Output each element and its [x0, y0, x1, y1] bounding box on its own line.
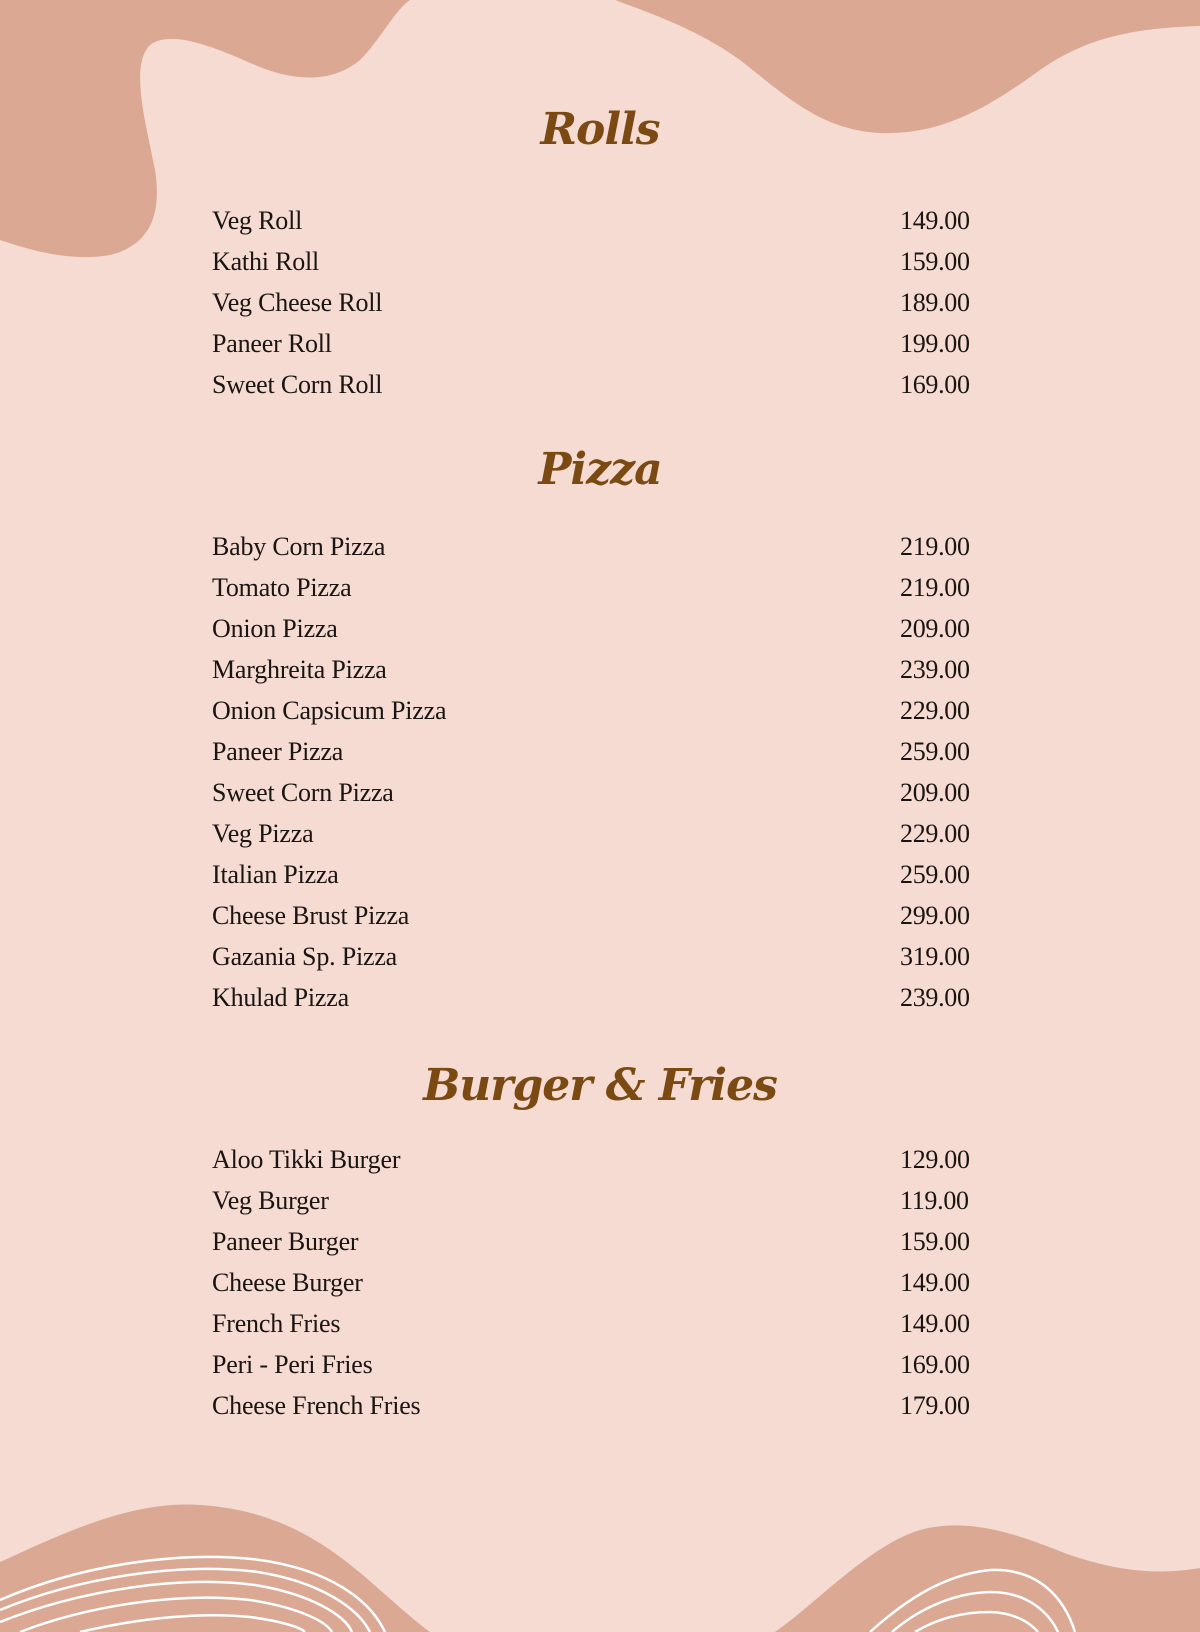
menu-item: [212, 981, 992, 1015]
item-price: 209.00: [900, 614, 970, 643]
item-price: 259.00: [900, 737, 970, 766]
item-name: Onion Capsicum Pizza: [212, 696, 447, 725]
menu-item: [212, 612, 992, 646]
item-name: Veg Pizza: [212, 819, 314, 848]
item-price: 319.00: [900, 942, 970, 971]
item-name: Kathi Roll: [212, 247, 320, 276]
menu-item: [212, 817, 992, 851]
item-name: Italian Pizza: [212, 860, 339, 889]
item-name: Tomato Pizza: [212, 573, 352, 602]
item-name: Cheese Burger: [212, 1268, 363, 1297]
item-name: French Fries: [212, 1309, 341, 1338]
item-price: 229.00: [900, 696, 970, 725]
menu-item: [212, 735, 992, 769]
menu-item: [212, 1348, 992, 1382]
item-price: 189.00: [900, 288, 970, 317]
menu-item: [212, 1266, 992, 1300]
menu-item: [212, 286, 992, 320]
menu-item: [212, 571, 992, 605]
menu-item: [212, 776, 992, 810]
item-price: 239.00: [900, 655, 970, 684]
menu-item: [212, 245, 992, 279]
item-price: 239.00: [900, 983, 970, 1012]
item-name: Paneer Burger: [212, 1227, 359, 1256]
item-price: 149.00: [900, 1268, 970, 1297]
menu-item: [212, 899, 992, 933]
menu-item: [212, 858, 992, 892]
item-price: 129.00: [900, 1145, 970, 1174]
menu-item: [212, 1225, 992, 1259]
menu-item: [212, 940, 992, 974]
menu-item: [212, 1389, 992, 1423]
item-name: Paneer Roll: [212, 329, 332, 358]
item-price: 159.00: [900, 247, 970, 276]
item-name: Khulad Pizza: [212, 983, 349, 1012]
item-name: Sweet Corn Roll: [212, 370, 383, 399]
item-name: Aloo Tikki Burger: [212, 1145, 401, 1174]
item-name: Sweet Corn Pizza: [212, 778, 394, 807]
item-price: 209.00: [900, 778, 970, 807]
menu-item: [212, 530, 992, 564]
menu-item: [212, 1307, 992, 1341]
item-price: 179.00: [900, 1391, 970, 1420]
item-price: 149.00: [900, 1309, 970, 1338]
menu-item: [212, 204, 992, 238]
section-title-burger-fries: Burger & Fries: [423, 1060, 777, 1111]
item-price: 299.00: [900, 901, 970, 930]
item-price: 199.00: [900, 329, 970, 358]
item-name: Paneer Pizza: [212, 737, 344, 766]
item-name: Peri - Peri Fries: [212, 1350, 373, 1379]
item-name: Veg Burger: [212, 1186, 329, 1215]
menu-item: [212, 694, 992, 728]
menu-item: [212, 1184, 992, 1218]
item-price: 159.00: [900, 1227, 970, 1256]
item-price: 219.00: [900, 573, 970, 602]
menu-item: [212, 327, 992, 361]
item-name: Marghreita Pizza: [212, 655, 387, 684]
item-price: 259.00: [900, 860, 970, 889]
item-price: 119.00: [900, 1186, 969, 1215]
item-name: Veg Cheese Roll: [212, 288, 383, 317]
item-price: 219.00: [900, 532, 970, 561]
menu-item: [212, 368, 992, 402]
item-name: Cheese French Fries: [212, 1391, 421, 1420]
menu-item: [212, 1143, 992, 1177]
item-name: Gazania Sp. Pizza: [212, 942, 398, 971]
item-name: Onion Pizza: [212, 614, 338, 643]
item-name: Veg Roll: [212, 206, 303, 235]
item-name: Cheese Brust Pizza: [212, 901, 410, 930]
item-price: 229.00: [900, 819, 970, 848]
item-price: 149.00: [900, 206, 970, 235]
section-title-pizza: Pizza: [538, 444, 662, 495]
item-name: Baby Corn Pizza: [212, 532, 386, 561]
item-price: 169.00: [900, 1350, 970, 1379]
menu-item: [212, 653, 992, 687]
section-title-rolls: Rolls: [540, 104, 660, 155]
item-price: 169.00: [900, 370, 970, 399]
